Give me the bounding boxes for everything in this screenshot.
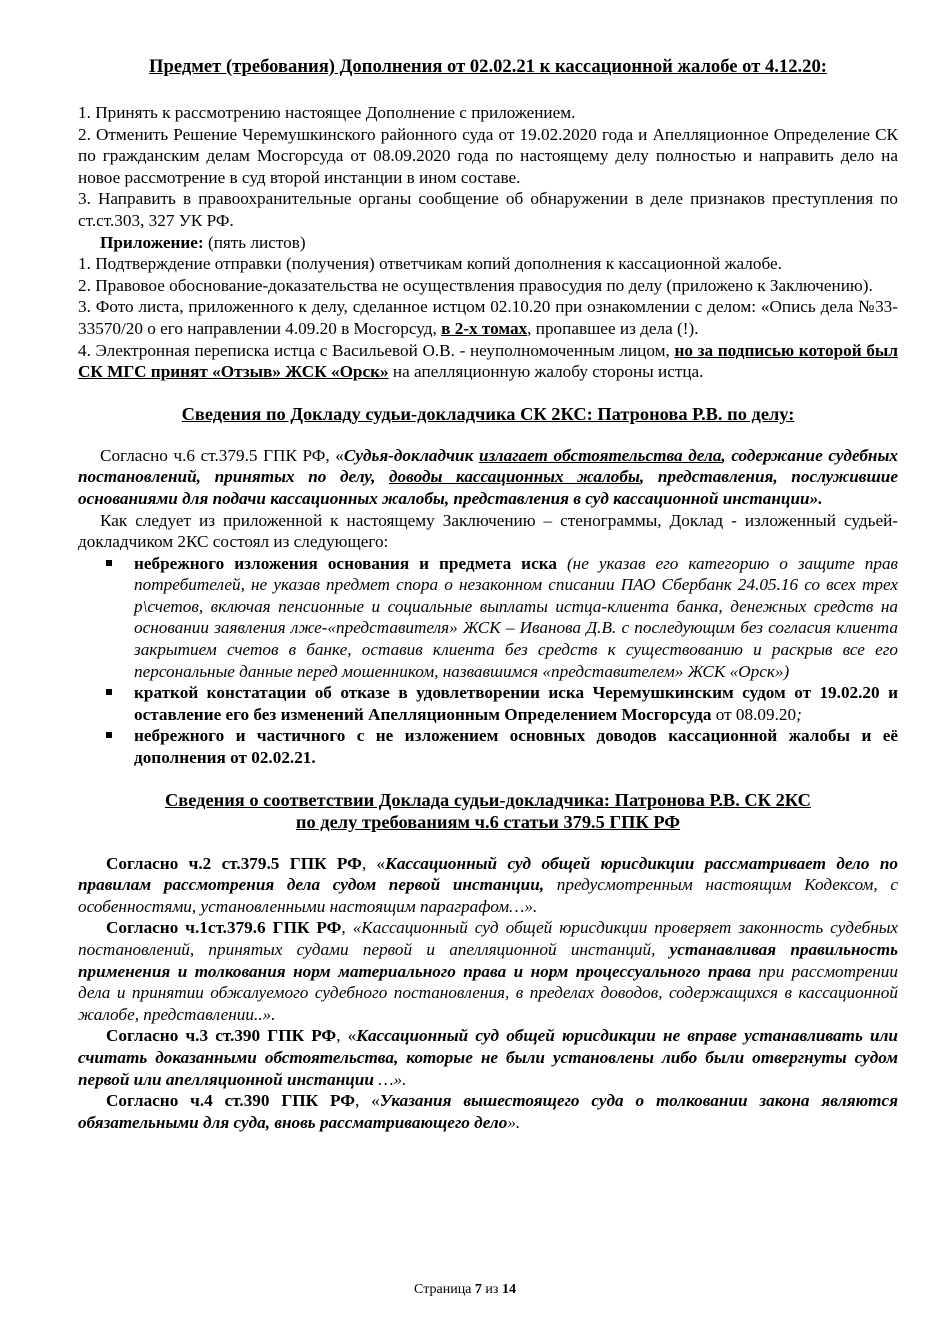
list-item: краткой констатации об отказе в удовлетворении иска Черемушкинским судом от 19.02.20 и оставление его без изменений Апелляционным Определением Мосгорсуда от 08.09.20; bbox=[134, 682, 898, 725]
attachment-heading bbox=[78, 232, 898, 254]
attachment-item: 3. Фото листа, приложенного к делу, сделанное истцом 02.10.20 при ознакомлении с делом: «Опись дела №33-33570/20 о его направлении 4.09.20 в Мосгорсуд, в 2-х томах, пропавшее из дела (!). bbox=[78, 297, 898, 338]
document-title: Предмет (требования) Дополнения от 02.02.21 к кассационной жалобе от 4.12.20: bbox=[149, 56, 827, 77]
paragraph: Согласно ч.6 ст.379.5 ГПК РФ, «Судья-докладчик излагает обстоятельства дела, содержание судебных постановлений, принятых по делу, доводы кассационных жалобы, представления, послужившие основаниями для подачи кассационных жалобы, представления в суд кассационной инстанции». bbox=[78, 445, 898, 508]
square-bullet-icon bbox=[106, 560, 112, 566]
paragraph: Согласно ч.3 ст.390 ГПК РФ, «Кассационный суд общей юрисдикции не вправе устанавливать или считать доказанными обстоятельства, которые не были установлены либо были отвергнуты судом первой или апелляционной инстанции …». bbox=[78, 1026, 898, 1089]
emphasis-two-volumes: в 2-х томах bbox=[441, 318, 528, 338]
paragraph: Согласно ч.4 ст.390 ГПК РФ, «Указания вышестоящего суда о толковании закона являются обязательными для суда, вновь рассматривающего дело». bbox=[78, 1091, 899, 1132]
requirement-item: 2. Отменить Решение Черемушкинского районного суда от 19.02.2020 года и Апелляционное Определение СК по гражданским делам Мосгорсуда от 08.09.2020 года по настоящему делу полностью и направить дело на новое рассмотрение в суд второй инстанции в ином составе. bbox=[78, 124, 898, 187]
list-item: небрежного изложения основания и предмета иска (не указав его категорию о защите прав потребителей, не указав предмет спора о незаконном списании ПАО Сбербанк 24.05.16 со всех трех р\счетов, включая пенсионные и социальные выплаты истца-клиента банка, денежных средств на основании заявления лже-«представителя» ЖСК – Иванова Д.В. с последующим без согласия клиента закрытием счетов в банке, оставив клиента без средств к существованию и раскрыв все его персональные данные перед мошенником, назвавшимся «представителем» ЖСК «Орск») bbox=[134, 553, 898, 683]
page-number: 7 bbox=[474, 1282, 482, 1297]
attachment-item: 4. Электронная переписка истца с Васильевой О.В. - неуполномоченным лицом, но за подписью которой был СК МГС принят «Отзыв» ЖСК «Орск» на апелляционную жалобу стороны истца. bbox=[78, 340, 898, 382]
paragraph: Согласно ч.1ст.379.6 ГПК РФ, «Кассационный суд общей юрисдикции проверяет законность судебных постановлений, принятых судами первой и апелляционной инстанций, устанавливая правильность применения и толкования норм материального права и норм процессуального права при рассмотрении дела и принятии обжалуемого судебного постановления, в пределах доводов, содержащихся в кассационной жалобе, представлении..». bbox=[78, 918, 898, 1024]
attachment-item: 1. Подтверждение отправки (получения) ответчикам копий дополнения к кассационной жалобе. bbox=[78, 254, 782, 274]
paragraph: Согласно ч.2 ст.379.5 ГПК РФ, «Кассационный суд общей юрисдикции рассматривает дело по правилам рассмотрения дела судом первой инстанции, предусмотренным настоящим Кодексом, с особенностями, установленными настоящим параграфом…». bbox=[78, 853, 898, 916]
section-title: Сведения о соответствии Доклада судьи-докладчика: Патронова Р.В. СК 2КС по делу требованиям ч.6 статьи 379.5 ГПК РФ bbox=[165, 789, 811, 832]
paragraph: Как следует из приложенной к настоящему Заключению – стенограммы, Доклад - изложенный судьей-докладчиком 2КС состоял из следующего: bbox=[78, 510, 898, 552]
requirement-item: 3. Направить в правоохранительные органы сообщение об обнаружении в деле признаков преступления по ст.ст.303, 327 УК РФ. bbox=[78, 189, 898, 230]
attachment-item: 2. Правовое обоснование-доказательства не осуществления правосудия по делу (приложено к Заключению). bbox=[78, 275, 873, 295]
section-title: Сведения по Докладу судьи-докладчика СК 2КС: Патронова Р.В. по делу: bbox=[181, 403, 795, 424]
bullet-list bbox=[78, 553, 898, 769]
list-item: небрежного и частичного с не изложением основных доводов кассационной жалобы и её дополнения от 02.02.21. bbox=[134, 725, 898, 768]
page-footer: Страница 7 из 14 bbox=[414, 1282, 516, 1297]
attachment-label: Приложение: bbox=[100, 232, 204, 252]
square-bullet-icon bbox=[106, 732, 112, 738]
requirement-item: 1. Принять к рассмотрению настоящее Дополнение с приложением. bbox=[78, 103, 576, 122]
attachment-pages-note: (пять листов) bbox=[203, 232, 306, 252]
page-total: 14 bbox=[501, 1282, 516, 1297]
document-page bbox=[78, 56, 898, 1133]
square-bullet-icon bbox=[106, 689, 112, 695]
emphasis-signature: но за подписью которой был СК МГС принят «Отзыв» ЖСК «Орск» bbox=[78, 340, 898, 382]
